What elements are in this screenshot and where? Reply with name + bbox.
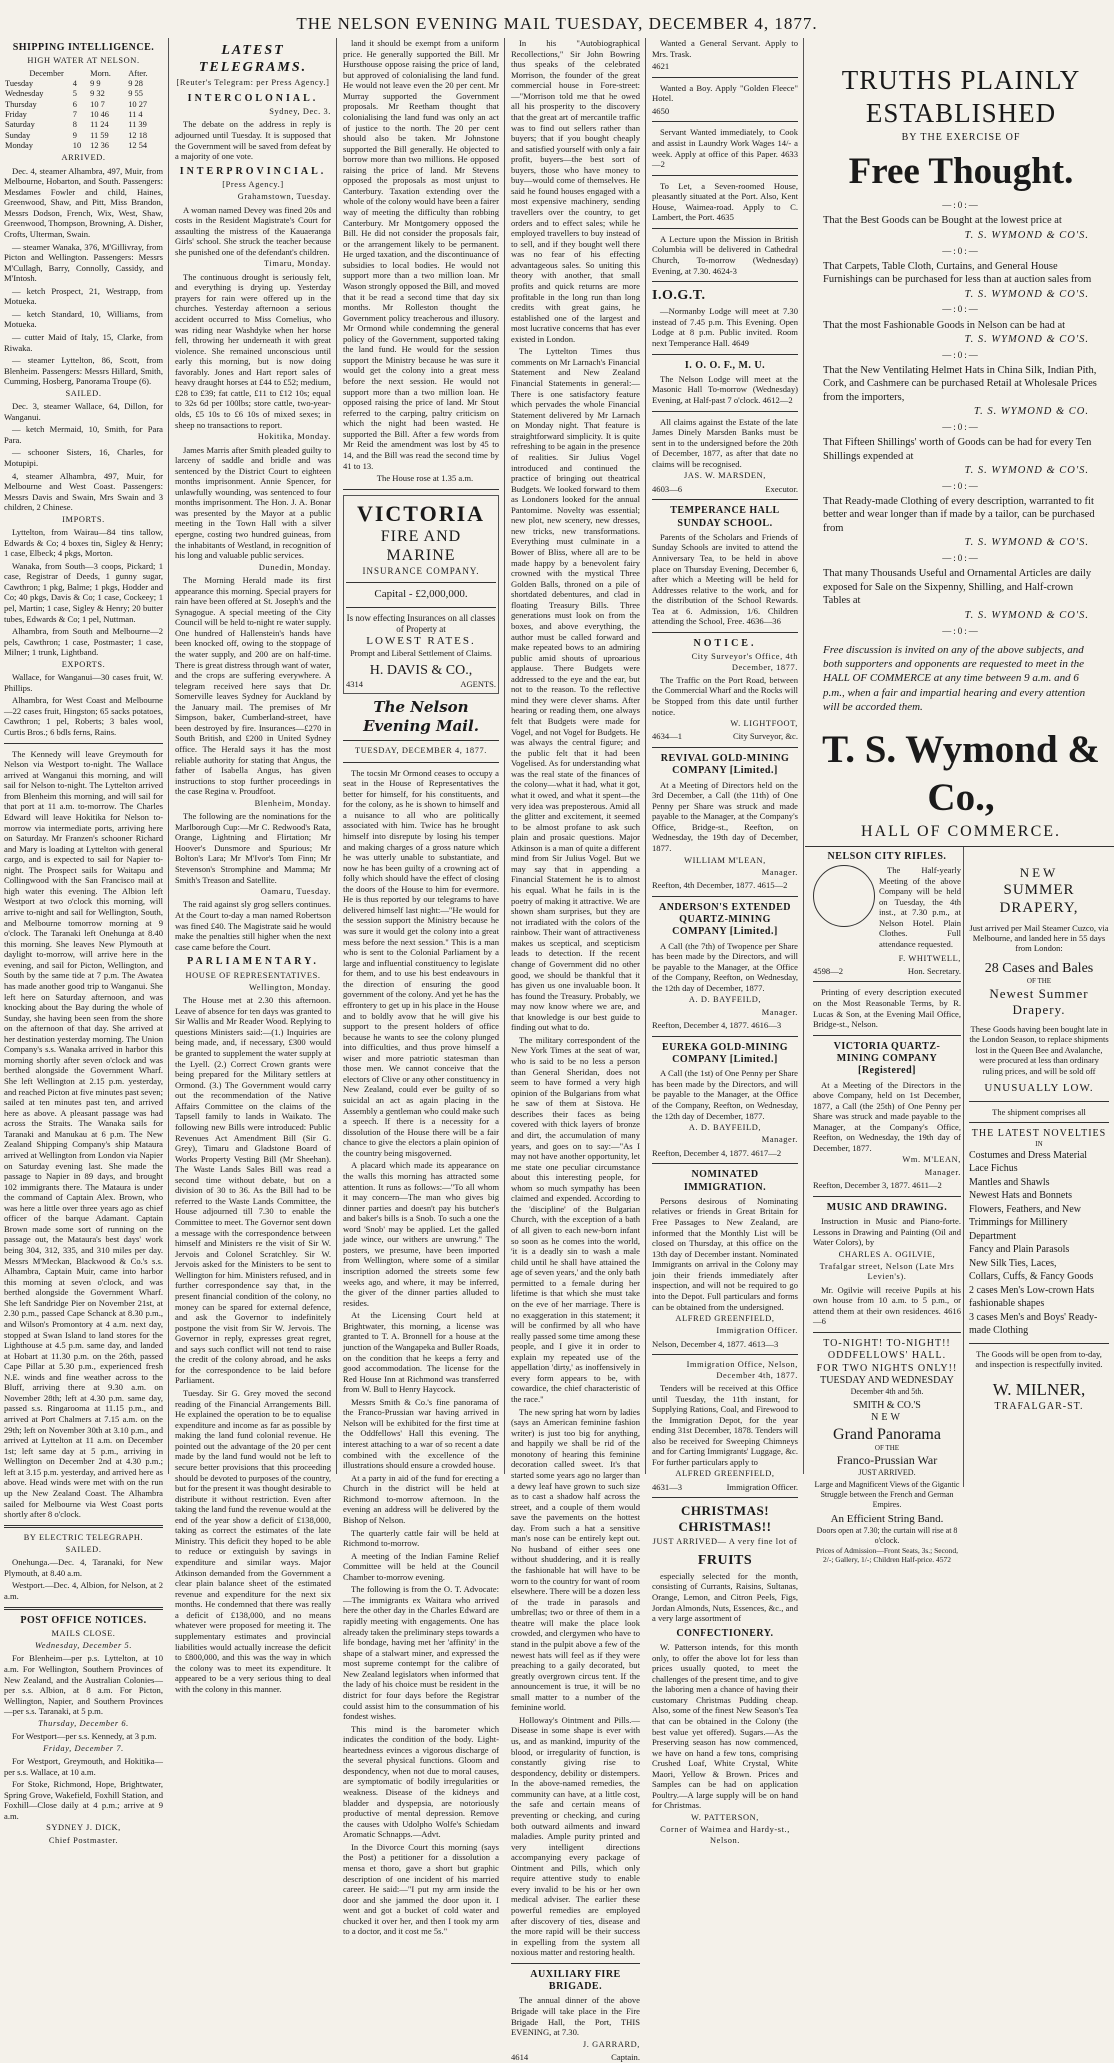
vq-sign: Wm. M'LEAN, [902, 1155, 961, 1165]
arrived-text: — steamer Wanaka, 376, M'Gillivray, from Picton and Wellington. Passengers: Messrs M'Cullagh, Barry, Connolly, Cassidy, and M'Intosh. [4, 241, 163, 284]
house-heading: HOUSE OF REPRESENTATIVES. [185, 970, 321, 980]
tender-sign: ALFRED GREENFIELD, [675, 1469, 775, 1479]
aux-fire-num: 4614 [511, 2051, 529, 2062]
dateline: Grahamstown, Tuesday. [237, 192, 331, 202]
truth-item: That the New Ventilating Helmet Hats in China Silk, Indian Pith, Cork, and Cashmere can be purchased Retail at Wholesale Prices from the importers, [823, 364, 1097, 403]
tide-col-header: December [29, 68, 64, 78]
aux-fire-sign-title: Captain. [611, 2051, 640, 2062]
news-text: In the Divorce Court this morning (says the Post) a petitioner for a dissolution a mensa et thoro, gave a short but graphic description of one incident of his married career. He said:—"I put my arm inside the door and she jammed the door upon it. I went and got a bucket of cold water and chucked it over her, and then I took my arm to a doctor, and it cost me 5s." [343, 1841, 499, 1937]
misc-text: The Lyttelton Times thus comments on Mr Larnach's Financial Statement and New Zealand Financial Statements in general:—There is one satisfactory feature which pervades the whole Financial Statement delivered by Mr Larnach on Monday night. That feature is straightforward simplicity. It is quite refreshing to be again in the presence of realities. Sir Julius Vogel introduced and continued the practice of bringing out theatrical Budgets. We looked forward to them as Londoners looked for the annual Pantomime. Novelty was essential; new plot, new scenery, new dresses, new tricks, new transformations. Everything must culminate in a Bower of Bliss, where all are to be made happy by a benevolent fairy crowned with the mystical Three Golden Balls, throned on a pile of shortdated debentures, and clad in floating Treasury Bills. Three generations must look on from the boxes, and above everything, the author must be called forward and make repeated bows to an admiring public amid shouts of uproarious applause. There Budgets were addressed to the eye and the ear, but not to the reason. To the reflective mind they were clever shams. After hearing or reading them, one always felt that Budgets were made for Vogel, and not Vogel for Budgets. He was always the central figure; and the public felt that it had been Vogelised. As for understanding what was the real state of the finances of the colony—what it had, what it got, what it owed, and what it spent—the very idea was preposterous. Amid all the glitter and excitement, it seemed to be almost profane to ask such plain and prosaic questions. Major Atkinson is a man of quite a different mind from Sir Julius Vogel. But we may say that in appending a Financial Statement he is to almost his equal. What he fails in is the poetry of making it attractive. We are shown sham surprises, but they are not irradiated with the colors of the rainbow. Their want of attractiveness makes us sceptical, and scepticism leads to detection. If the recent change of Government did no other good, we should be thankful that it has given us one invaluable boon. It has found the Treasury. Probably, we may now know where we are, and that knowledge is our best guide to finding out what to do. [511, 346, 640, 1033]
news-text: At a party in aid of the fund for erecting a Church in the district will be held at Richmond to-morrow afternoon. In the evening an address will be delivered by the Bishop of Nelson. [343, 1472, 499, 1525]
telegram-text: The following are the nominations for the Marlborough Cup:—Mr C. Redwood's Rata, Orange, Lightning and Flirtation; Mr Hoover's Dunsmore and Spurious; Mr Bolton's Lara; Mr M'Ivor's Tom Finn; Mr Stevenson's Stromphine and Mamma; Mr Smith's Treason and Satellite. [175, 811, 331, 885]
string-band: An Efficient String Band. [830, 1512, 944, 1525]
oddfellows-hall: ODDFELLOWS' HALL. [827, 1350, 947, 1362]
post-signature-title: Chief Postmaster. [48, 1835, 119, 1845]
aux-fire-text: The annual dinner of the above Brigade will take place in the Fire Brigade Hall, the Port, THIS EVENING, at 7.30. [511, 1995, 640, 2038]
dateline: Blenheim, Monday. [254, 798, 331, 808]
dateline: Oamaru, Tuesday. [260, 887, 331, 897]
claims-sign: JAS. W. MARSDEN, [684, 471, 766, 481]
imports-text: Wanaka, from South—3 coops, Pickard; 1 case, Registrar of Deeds, 1 gunny sugar, Cawthron; 1 pkg, Balme; 1 pkgs, Hodder and Co; 40 pkgs, Davis & Co; 1 case, Cockeey; 1 pel, Martin; 1 case, Sigley & Henry; 20 butter tubes, Edwards & Co; 1 pel, Nuttman. [4, 560, 163, 624]
of-the: OF THE [1026, 977, 1052, 986]
column-advertisements [647, 38, 803, 1845]
music-text: Mr. Ogilvie will receive Pupils at his own house from 10 a.m. to 5 p.m., or attend them at their own residences. 4616—6 [813, 1284, 961, 1327]
news-text: A meeting of the Indian Famine Relief Committee will be held at the Council Chamber to-morrow evening. [343, 1550, 499, 1582]
eureka-date: Reefton, December 4, 1877. 4617—2 [652, 1147, 782, 1158]
revival-sign: WILLIAM M'LEAN, [684, 855, 766, 865]
telegraph-heading: BY ELECTRIC TELEGRAPH. [23, 1532, 144, 1542]
rifles-heading: NELSON CITY RIFLES. [827, 850, 947, 862]
vq-date: Reefton, December 3, 1877. 4611—2 [813, 1180, 942, 1191]
drapery-line: Lace Fichus [969, 1163, 1018, 1175]
ad-title: FIRE AND MARINE [380, 527, 462, 565]
drapery-line: Mantles and Shawls [969, 1176, 1050, 1188]
drapery-line: Costumes and Dress Material [969, 1149, 1088, 1161]
ad-num: 4621 [652, 61, 670, 72]
truths-heading: TRUTHS PLAINLY ESTABLISHED [841, 65, 1081, 129]
telegram-text: The raid against sly grog sellers continues. At the Court to-day a man named Robertson was fined £40. The Magistrate said he would make the penalties still higher when the next case came before the Court. [175, 899, 331, 952]
classified-ad: Servant Wanted immediately, to Cook and assist in Laundry Work Wages 14/- a week. Apply at office of this Paper. 4633—2 [652, 127, 798, 170]
revival-text: At a Meeting of Directors held on the 3rd December, a Call (the 11th) of One Penny per Share was struck and made payable to the Manager, at the Company's Office, Bridge-st., Reefton, on Wednesday, the 19th day of December, 1877. [652, 779, 798, 853]
masthead: THE NELSON EVENING MAIL TUESDAY, DECEMBER 4, 1877. [296, 14, 818, 33]
wymond-line: T. S. WYMOND & CO'S. [964, 609, 1089, 621]
truth-item: That the Best Goods can be Bought at the lowest price at [823, 215, 1062, 227]
truth-item: That Carpets, Table Cloth, Curtains, and General House Furnishings can be purchased for less than at auction sales from [823, 260, 1092, 286]
panorama-date: December 4th and 5th. [850, 1387, 924, 1397]
truth-item: That Fifteen Shillings' worth of Goods can be had for every Ten Shillings expended at [823, 437, 1092, 462]
summer-drapery: SUMMER DRAPERY, [999, 881, 1079, 917]
telegram-text: James Marris after Smith pleaded guilty to larceny of saddle and bridle and was sentenced by the District Court to eighteen months imprisonment. Annie Spencer, for unlawfully wounding, was sentenced to four months imprisonment. The Hon. J. A. Bonar was presented by the Mayor at a public meeting in the Town Hall with a silver epergne, costing two hundred guineas, from the inhabitants of Westland, in recognition of his long and valuable public services. [175, 444, 331, 561]
exports-text: Wallace, for Wanganui—30 cases fruit, W. Phillips. [4, 672, 163, 693]
rifles-num: 4598—2 [813, 965, 844, 976]
editorial-text: The tocsin Mr Ormond ceases to occupy a seat in the House of Representatives the better for himself, for his constituents, and for the colony, as he is shown to himself and a nuisance to all who are politically associated with him. Twice has he brought himself into disrepute by losing his temper and making charges of a gross nature which he was utterly unable to substantiate, and now he has been guilty of a crowning act of folly which should have the effect of closing the doors of the House to him for evermore. He is thus reported by our telegrams to have delivered himself last night:—"He would for the session support the Ministry because he was sure it would get the colony into a great mess before the next session." This is a man who is sent to the Colonial Parliament by a large and influential constituency to legislate for them, and to use his best endeavours in the direction of ensuring the good government of the colony. And yet he has the effrontery to get up in his place in the House and to boldly avow that he will give his support to the present holders of office because he wants to see the colony plunged into difficulties, and thus prove himself a wiser and more patriotic statesman than those men. We cannot conceive that the electors of Clive or any other constituency in New Zealand, could ever be guilty of so suicidal an act as again placing in the Assembly a gentleman who could make such a speech. If there is a necessity for a dissolution of the House there will be a fair chance to give the electors a plain opinion of the country being misgoverned. [343, 767, 499, 1158]
news-text: Messrs Smith & Co.'s fine panorama of the Franco-Prussian war having arrived in Nelson will be exhibited for the first time at the Oddfellows' Hall this evening. The interest attaching to a war of so recent a date combined with the excellence of the illustrations should ensure a crowded house. [343, 1396, 499, 1471]
imports-text: Lyttelton, from Wairau—84 tins tallow, Edwards & Co; 4 boxes tin, Sigley & Henry; 1 case, Elbeck; 4 pkgs, Morton. [4, 527, 163, 559]
dateline: Sydney, Dec. 3. [269, 107, 331, 117]
post-text: For Westport, Greymouth, and Hokitika—per s.s. Wallace, at 10 a.m. [4, 1756, 163, 1777]
iogt-heading: I.O.G.T. [652, 288, 706, 304]
tide-col-header: After. [128, 68, 148, 78]
christmas-text: especially selected for the month, consisting of Currants, Raisins, Sultanas, Orange, Lemon, and Citron Peels, Figs, Jordan Almonds, Nuts, Essences, &c., and a very large assortment of [652, 1570, 798, 1624]
tide-row: Sunday 9 11 59 12 18 [5, 130, 148, 140]
drapery-line: 2 cases Men's Low-crown Hats fashionable shapes [969, 1284, 1095, 1310]
eureka-text: A Call (the 1st) of One Penny per Share has been made by the Directors, and will be payable to the Manager, at the Office of the Company, Reefton, on Wednesday, the 12th day of December, 1877. [652, 1068, 798, 1121]
trafalgar-st: TRAFALGAR-ST. [994, 1400, 1084, 1412]
interprovincial-heading: INTERPROVINCIAL. [179, 165, 327, 177]
misc-text: In his "Autobiographical Recollections," Sir John Bowring thus speaks of the celebrated Morrison, the founder of the great commercial house in Fore-street:—"Morrison told me that he owed all his prosperity to the discovery that the great art of mercantile traffic was to find out sellers rather than buyers; that if you bought cheaply and satisfied yourself with only a fair profit, buyers—the best sort of buyers, those who have money to buy—would come of themselves. He said he found houses engaged with a most expensive machinery, sending travellers over the country, to get orders and to effect sales; while he employed travellers to buy instead of to sell, and if they bought well there was no fear of his effecting advantageous sales. So uniting this theory with another, that small profits and quick returns are more profitable in the long run than long credits with great gains, he established one of the largest and most lucrative concerns that has ever existed in London. [511, 38, 640, 344]
music-address: Trafalgar street, Nelson (Late Mrs Levien's). [819, 1262, 955, 1282]
anderson-heading: ANDERSON'S EXTENDED QUARTZ-MINING COMPANY [Limited.] [658, 901, 792, 938]
mails-heading: MAILS CLOSE. [51, 1628, 116, 1638]
nominated-sign-title: Immigration Officer. [716, 1326, 798, 1336]
post-text: For Westport—per s.s. Kennedy, at 3 p.m. [12, 1731, 157, 1742]
nominated-sign: ALFRED GREENFIELD, [675, 1314, 775, 1324]
aux-fire-sign: J. GARRARD, [582, 2039, 640, 2049]
exports-heading: EXPORTS. [61, 659, 106, 669]
agency-line: [Reuter's Telegram: per Press Agency.] [176, 78, 330, 88]
tide-row: Monday 10 12 36 12 54 [5, 140, 148, 150]
telegram-text: The continuous drought is seriously felt, and everything is drying up. Yesterday prayers for rain were offered up in the churches. Yesterday afternoon a serious accident occurred to Miss Cornelius, who was riding near Washdyke when her horse fell, throwing her underneath it with great violence. She remained unconscious until early this morning, but is now doing favorably. Jones and Hart report sales of heavy draught horses at £44 to £52; medium, £28 to £39; fat cattle, £11 to £12 10s; equal to 32s 6d per 100lbs; store cattle, two-year-olds, £5 10s to £6 10s of mixed sexes; in sheep no transactions to report. [175, 271, 331, 430]
press-line: [Press Agency.] [222, 179, 284, 189]
tender-date: Immigration Office, Nelson, December 4th, 1877. [686, 1360, 798, 1380]
drapery-line: Flowers, Feathers, and New Trimmings for Millinery Department [969, 1203, 1081, 1242]
milner: W. MILNER, [992, 1379, 1086, 1399]
truths-list: —:0:— That the Best Goods can be Bought at the lowest price at T. S. WYMOND & CO'S. —:0:— That Carpets, Table Cloth, Curtains, and General House Furnishings can be purchased for less than at auction sales from T. S. WYMOND & CO'S. —:0:— That the most Fashionable Goods in Nelson can be had at T. S. WYMOND & CO'S. —:0:— That the New Ventilating Helmet Hats in China Silk, Indian Pith, Cork, and Cashmere can be purchased Retail at Wholesale Prices from the importers, T. S. WYMOND & CO. —:0:— That Fifteen Shillings' worth of Goods can be had for every Ten Shillings expended at T. S. WYMOND & CO'S. —:0:— That Ready-made Clothing of every description, warranted to fit better and wear longer than if made by a tailor, can be purchased from T. S. WYMOND & CO'S. —:0:— That many Thousands Useful and Ornamental Articles are daily exposed for Sale on the Sixpenny, Shilling, and Half-crown Tables at T. S. WYMOND & CO'S. —:0:— [813, 200, 1109, 636]
vq-text: At a Meeting of the Directors in the above Company, held on 1st December, 1877, a Call (the 25th) of One Penny per Share was struck and made payable to the Manager, at the Company's Office, Reefton, on Wednesday, the 19th day of December, 1877. [813, 1079, 961, 1153]
arrived-text: — ketch Standard, 10, Williams, from Motueka. [4, 308, 163, 330]
column-wymond [805, 38, 1114, 1565]
by-exercise: BY THE EXERCISE OF [901, 132, 1021, 144]
news-text: A placard which made its appearance on the walls this morning has attracted some attention. It runs as follows:—"To all whom it may concern—The man who gives big dinner parties and doesn't pay his butcher's and baker's bills is a Snob. To such a one the word 'Snob' may be applied. Let the galled jade wince, our withers are unwrung." The posters, we presume, have been imported from Wellington, where some of a similar inscription adorned the streets some few weeks ago, and where, it may be inferred, the giver of the dinner parties alluded to resides. [343, 1160, 499, 1308]
ad-text: Is now effecting Insurances on all classes of Property at [346, 612, 496, 634]
revival-heading: REVIVAL GOLD-MINING COMPANY [Limited.] [660, 753, 790, 777]
post-text: For Blenheim—per p.s. Lyttelton, at 10 a.m. For Wellington, Southern Provinces of New Zealand, and the Australian Colonies—per s.s. Albion, at 8 a.m. For Picton, Wellington, Napier, and Southern Provinces—per s.s. Taranaki, at 5 p.m. [4, 1653, 163, 1717]
tide-row: Thursday 6 10 7 10 27 [5, 99, 148, 109]
rifles-sign: F. WHITWELL, [898, 953, 961, 963]
left-subcolumn [813, 847, 961, 1565]
revival-date: Reefton, 4th December, 1877. 4615—2 [652, 880, 788, 891]
house-rose: The House rose at 1.35 a.m. [376, 473, 474, 484]
post-heading: POST OFFICE NOTICES. [20, 1614, 147, 1626]
just-arrived: JUST ARRIVED. [858, 1467, 916, 1477]
telegrams-heading: LATEST TELEGRAMS. [198, 43, 308, 76]
music-text: Instruction in Music and Piano-forte. Lessons in Drawing and Painting (Oil and Water Colors), by [813, 1215, 961, 1248]
tender-num: 4631—3 [652, 1481, 683, 1492]
column-rule [803, 38, 804, 1474]
eureka-sign: A. D. BAYFEILD, [688, 1123, 762, 1133]
column-rule [504, 38, 505, 1474]
vq-heading: VICTORIA QUARTZ-MINING COMPANY [Registered] [833, 1040, 941, 1077]
column-rule [336, 38, 337, 1474]
parliament-continued: land it should be exempt from a uniform price. He generally supported the Bill. Mr Hursthouse oppose raising the price of land, but approved of colonialising the land fund. He would not leave even the 20 per cent. Mr Murray supported the Government proposals. Mr Reetham thought that colonialising the land fund was only an act of justice to the north. The 20 per cent should also be taken. Mr Johnstone supported the Bill generally. He objected to borrow more than two millions. He opposed raising the price of land. Mr Stevens opposed the proposals as most unjust to Canterbury. Taxation extending over the whole of the colony would have been a fairer way of meeting the difficulty than robbing Canterbury. Mr Montgomery opposed the Bill. He did not consider the proposals fair, or the arrangement likely to be permanent. He urged taxation, and the discontinuance of subsidies to local bodies. He would not support more than a two million loan. Mr Wason strongly opposed the Bill, and moved that it be read a second time that day six months. Mr Rolleston thought the Government policy treacherous and illusory. Mr Ormond while condemning the general policy of the Government, supported taking the land fund. He would for the session support the Ministry because he was sure it would get the colony into a great mess before the next session. He would not support more than a two million loan. He opposed raising the price of land. Mr Stout referred to the carping, paltry criticism on which the night had been wasted. He supported the Bill. After a few words from Mr Reid the amendment was lost by 45 to 14, and the Bill was read the second time by 41 to 13. [343, 38, 499, 471]
revival-sign-title: Manager. [761, 867, 798, 877]
discussion-text: Free discussion is invited on any of the above subjects, and both supporters and opponents are requested to meet in the HALL OF COMMERCE at any time between 9 a.m. and 6 p.m., when a fair and impartial hearing and every attention will be accorded them. [823, 643, 1086, 713]
ioof-text: The Nelson Lodge will meet at the Masonic Hall To-morrow (Wednesday) Evening, at Half-past 7 o'clock. 4612—2 [652, 373, 798, 406]
temperance-text: Parents of the Scholars and Friends of Sunday Schools are invited to attend the Anniversary Tea, to be held in above place on Thursday Evening, December 6, after which a Meeting will be held for Addresses relative to the work, and for the distribution of the School Rewards. Tea at 6. Admission, 1/6. Children attending the School, Free. 4636—36 [652, 531, 798, 627]
wymond-line: T. S. WYMOND & CO'S. [964, 333, 1089, 345]
eureka-heading: EUREKA GOLD-MINING COMPANY [Limited.] [662, 1041, 788, 1065]
classified-ad: To Let, a Seven-roomed House, pleasantly situated at the Port. Also, Kent House, Waimea-road. Apply to C. Lambert, the Port. 4635 [652, 180, 798, 223]
shipping-heading: SHIPPING INTELLIGENCE. [12, 42, 155, 53]
tender-text: Tenders will be received at this Office until Tuesday, the 11th instant, for Supplying Rations, Coal, and Firewood to the Immigration Depot, for the year ending 31st December, 1878. Tenders will also be received for Sweeping Chimneys and for Carting Immigrants' Luggage, &c. For further particulars apply to [652, 1382, 798, 1467]
nominated-date: Nelson, December 4, 1877. 4613—3 [652, 1338, 779, 1349]
telegraph-sub: SAILED. [65, 1544, 102, 1554]
right-subcolumn [969, 847, 1109, 1413]
christmas-address: Corner of Waimea and Hardy-st., Nelson. [660, 1825, 790, 1845]
telegram-text: The debate on the address in reply is adjourned until Tuesday. It is supposed that the Government will be saved from defeat by a majority of one vote. [175, 119, 331, 162]
tide-table [4, 69, 163, 152]
claims-text: All claims against the Estate of the late James Dinely Marsden Banks must be sent in to the undersigned before the 20th of December, 1877, as after that date no claims will be recognised. [652, 416, 798, 469]
tonight: TO-NIGHT! TO-NIGHT!! [823, 1337, 951, 1349]
column-miscellany [506, 38, 645, 2062]
column-editorial [338, 38, 504, 1937]
sailed-heading: SAILED. [65, 388, 102, 398]
dateline: Dunedin, Monday. [258, 562, 331, 572]
christmas-sub: JUST ARRIVED— A very fine lot of [652, 1537, 798, 1547]
claims-num: 4603—6 [652, 483, 683, 494]
anderson-text: A Call (the 7th) of Twopence per Share has been made by the Directors, and will be payable to the Manager, at the Office of the Company, Reefton, on Wednesday, the 12th day of December, 1877. [652, 940, 798, 993]
wymond-line: T. S. WYMOND & CO. [974, 406, 1089, 418]
telegraph-text: Onehunga.—Dec. 4, Taranaki, for New Plymouth, at 8.40 a.m. [4, 1557, 163, 1578]
rifles-crest-icon [813, 865, 875, 927]
drapery-line: New Silk Ties, Laces, [969, 1257, 1057, 1269]
anderson-sign-title: Manager. [761, 1007, 798, 1017]
column-rule [645, 38, 646, 1474]
franco-prussian: Franco-Prussian War [836, 1452, 938, 1467]
in-label: IN [1035, 1140, 1043, 1149]
notice-heading: NOTICE. [693, 637, 757, 649]
classified-ad: Wanted a Boy. Apply "Golden Fleece" Hotel. [652, 82, 798, 104]
paper-title: The Nelson Evening Mail. [363, 698, 479, 735]
tide-row: Saturday 8 11 24 11 39 [5, 120, 147, 130]
arrived-text: Just arrived per Mail Steamer Cuzco, via Melbourne, and landed here in 55 days from London: [969, 922, 1109, 954]
ad-title: VICTORIA [356, 500, 486, 526]
telegram-text: The Morning Herald made its first appearance this morning. Special prayers for rain have been offered at St. Joseph's and the Synagogue. A special meeting of the City Council will be held to-night re water supply. One hundred of Hallenstein's hands have been knocked off, owing to the stoppage of the water supply, and 200 are on half-time. There is great distress through want of water, and the crops are suffering everywhere. A telegram received here says that Dr. Somerville leaves Sydney for Auckland by the January mail. The premises of Mr Simpson, baker, Cumberland-street, have been destroyed by fire. Insurances—£270 in South British, and £200 in United Sydney office. The Herald says it has the most reliable authority for stating that Angus, the father of Isabella Angus, has given instructions to stop further proceedings in the case Regina v. Proudfoot. [175, 575, 332, 797]
truth-item: That many Thousands Useful and Ornamental Articles are daily exposed for Sale on the Sixpenny, Shilling, and Half-crown Tables at [823, 568, 1092, 607]
dateline: Timaru, Monday. [263, 259, 331, 269]
ad-capital: Capital - £2,000,000. [374, 588, 468, 601]
bought-text: These Goods having been bought late in the London Season, to replace shipments lost in the Queen Bee and Avalanche, were procured at less than ordinary ruling prices, and will be sold off [969, 1023, 1109, 1076]
ad-agent: H. DAVIS & CO., [369, 662, 473, 678]
notice-text: The Traffic on the Port Road, between the Commercial Wharf and the Rocks will be Stopped from this date until further notice. [652, 674, 798, 717]
vq-sign-title: Manager. [924, 1167, 961, 1177]
parliamentary-heading: PARLIAMENTARY. [187, 956, 319, 968]
ioof-heading: I. O. O. F., M. U. [684, 359, 766, 371]
aux-fire-heading: AUXILIARY FIRE BRIGADE. [530, 1968, 621, 1993]
exports-text: Alhambra, for West Coast and Melbourne—22 cases fruit, Hingston; 65 sacks potatoes, Cawthron; 1 pel, Roberts; 3 bales wool, Curtis Bros.; 6 bdls ferns, Rains. [4, 695, 163, 737]
truth-item: That Ready-made Clothing of every description, warranted to fit better and wear longer than if made by a tailor, can be purchased from [823, 496, 1095, 534]
cases-bales: 28 Cases and Bales [984, 960, 1094, 976]
sailed-text: 4, steamer Alhambra, 497, Muir, for Melbourne and West Coast. Passengers: Messrs Davis and Swain, Mrs Swain and 3 children, 2 Chinese. [4, 470, 163, 513]
news-text: The following is from the O. T. Advocate:—The immigrants ex Waitara who arrived here the other day in the Charles Edward are rapidly meeting with engagements. One has already taken the preliminary steps towards a life bondage, having met her 'affinity' in the shape of a stalwart miner, and expressed the most supreme contempt for the calibre of New Zealand legislators when informed that the lady of his choice must be resident in the district for four days before the Registrar could assist him to the consummation of his fondest wishes. [343, 1584, 499, 1722]
notice-sign: W. LIGHTFOOT, [730, 719, 798, 729]
column-shipping [0, 38, 168, 1845]
printing-text: Printing of every description executed on the Most Reasonable Terms, by R. Lucas & Son, at the Evening Mail Office, Bridge-st., Nelson. [813, 987, 961, 1030]
ad-title: INSURANCE COMPANY. [362, 566, 480, 577]
arrived-heading: ARRIVED. [61, 153, 106, 163]
ad-num: 4314 [346, 678, 363, 689]
christmas-heading: CHRISTMAS! CHRISTMAS!! [678, 1503, 772, 1535]
ad-prompt: Prompt and Liberal Settlement of Claims. [349, 648, 493, 659]
iogt-text: —Normanby Lodge will meet at 7.30 instead of 7.45 p.m. This Evening. Open Lodge at 8 p.m. Public invited. Room next Temperance Hall. 4649 [652, 306, 798, 349]
wymond-line: T. S. WYMOND & CO'S. [964, 288, 1089, 300]
arrived-text: — cutter Maid of Italy, 15, Clarke, from Riwaka. [4, 332, 163, 353]
post-signature: SYDNEY J. DICK, [46, 1823, 121, 1833]
newest-drapery: Newest Summer Drapery. [989, 985, 1089, 1017]
nominated-text: Persons desirous of Nominating relatives or friends in Great Britain for Free Passages to New Zealand, are informed that the Monthly List will be closed on Thursday, at this office on the 13th day of December instant. Nominated Immigrants on arrival in the Colony may join their friends immediately after inspection, and will not be required to go into the Depot. Full particulars and forms can be obtained from the undersigned. [652, 1195, 798, 1312]
drapery-line: Collars, Cuffs, & Fancy Goods [969, 1271, 1094, 1283]
column-telegrams [170, 38, 336, 1694]
open-text: The Goods will be open from to-day, and inspection is respectfully invited. [975, 1348, 1103, 1370]
post-day: Thursday, December 6. [38, 1718, 129, 1728]
tide-row: Friday 7 10 46 11 4 [5, 109, 143, 119]
unusually-low: UNUSUALLY LOW. [984, 1081, 1094, 1094]
imports-text: Alhambra, from South and Melbourne—2 pels, Cawthron; 1 case, Postmaster; 1 case, Milner; 1 trunk, Lightband. [4, 626, 163, 658]
notice-date: City Surveyor's Office, 4th December, 1877. [691, 652, 798, 672]
anderson-sign: A. D. BAYFEILD, [688, 995, 762, 1005]
imports-heading: IMPORTS. [62, 514, 105, 524]
classified-ad: A Lecture upon the Mission in British Columbia will be delivered in Cathedral Church, To-morrow (Wednesday) Evening, at 7.30. 4624-3 [652, 233, 798, 276]
music-heading: MUSIC AND DRAWING. [826, 1201, 948, 1213]
dateline: Hokitika, Monday. [257, 432, 331, 442]
wymond-line: T. S. WYMOND & CO'S. [964, 229, 1089, 241]
christmas-confectionery: CONFECTIONERY. [676, 1627, 774, 1639]
panorama-views: Large and Magnificent Views of the Gigantic Struggle between the French and German Empires. [814, 1480, 960, 1510]
temperance-heading: TEMPERANCE HALL SUNDAY SCHOOL. [670, 505, 780, 529]
doors-open: Doors open at 7.30; the curtain will rise at 8 o'clock. [816, 1526, 958, 1546]
free-thought: Free Thought. [848, 150, 1074, 192]
sailed-text: Dec. 3, steamer Wallace, 64, Dillon, for Wanganui. [4, 401, 163, 422]
christmas-sign: W. PATTERSON, [691, 1813, 759, 1822]
two-nights: FOR TWO NIGHTS ONLY!! [816, 1362, 958, 1374]
news-text: At the Licensing Court held at Brightwater, this morning, a license was granted to T. A. Bronnell for a house at the junction of the Wangapeka and Buller Roads, on the condition that he keeps a ferry and good accommodation. The license for the Red House Inn at Richmond was transferred from W. Bull to Henry Haycock. [343, 1310, 499, 1395]
nominated-heading: NOMINATED IMMIGRATION. [683, 1169, 767, 1193]
rifles-sign-title: Hon. Secretary. [907, 965, 961, 976]
smith-co: SMITH & CO.'S [853, 1399, 921, 1411]
ad-agent-label: AGENTS. [460, 678, 496, 689]
wymond-company: T. S. Wymond & Co., [822, 728, 1100, 820]
of-the: OF THE [874, 1444, 900, 1453]
paper-date: TUESDAY, DECEMBER 4, 1877. [355, 746, 487, 756]
telegram-text: A woman named Devey was fined 20s and costs in the Resident Magistrate's Court for assaulting the mistress of the Kauaeranga Girls' school. She struck the teacher because she punished one of the defendant's children. [175, 204, 331, 257]
ad-num: 4650 [652, 105, 670, 116]
shipment-text: The shipment comprises all [992, 1106, 1086, 1117]
music-sign: CHARLES A. OGILVIE, [838, 1249, 936, 1259]
classified-ad: Wanted a General Servant. Apply to Mrs. Trask. [652, 38, 798, 59]
wymond-line: T. S. WYMOND & CO'S. [964, 537, 1089, 549]
claims-sign-title: Executor. [765, 483, 798, 494]
tide-col-header: Morn. [90, 68, 111, 78]
dateline: Wellington, Monday. [248, 982, 331, 992]
post-text: For Stoke, Richmond, Hope, Brightwater, Spring Grove, Wakefield, Foxhill Station, and Foxhill—Close daily at 4 p.m.; arrive at 9 a.m. [4, 1779, 163, 1821]
latest-novelties: THE LATEST NOVELTIES [971, 1127, 1107, 1139]
rifles-text: The Half-yearly Meeting of the above Company will be held on Tuesday, the 4th inst., at 7.30 p.m., at Nelson Hotel. Plain Clothes. Full attendance requested. [879, 865, 961, 949]
tide-row: Tuesday 4 9 9 9 28 [5, 78, 143, 88]
notice-num: 4634—1 [652, 731, 683, 742]
column-rule [168, 38, 169, 1474]
parliament-text: Tuesday. Sir G. Grey moved the second reading of the Financial Arrangements Bill. He explained the operation to be to equalise expenditure and income as far as possible by making the land fund colonial revenue. He pointed out the advantage of the 20 per cent made by the land fund would not be left to secure better provisions that this proceeding should be devoted to purposes of the country, but for the present it was thought desirable to distribute it without restriction. Even after taking the land fund the revenue would at the end of the year show a deficit of £138,000, taking as correct the estimates of the late Ministry. This deficit they hoped to be able to reduce or extinguish by savings in expenditure and similar ways. Major Atkinson demanded from the Government a clear plain balance sheet of the estimated revenue and expenditure for the next six months. He condemned that there was really a deficit of £138,000, and no means whatever were proposed for meeting it. The supplementary estimates and provincial liabilities would actually increase the deficit to £800,000, and this was the way in which the colony was to meet its expenditure. It appeared to be a very serious thing to deal with the colony in this manner. [175, 1388, 332, 1694]
tide-heading: HIGH WATER AT NELSON. [27, 56, 140, 66]
intercolonial-heading: INTERCOLONIAL. [187, 92, 319, 104]
parliament-text: The House met at 2.30 this afternoon. Leave of absence for ten days was granted to Sir Wallis and Mr Reader Wood. Replying to questions Ministers said:—(1.) Inquiries are being made, and, if necessary, £300 would be granted to supplement the water supply at the Lyell. (2.) Correct Crown grants were being prepared for the Military settlers at Ormond. (3.) The Government would carry out the recommendation of the Native Affairs Committee on the claims of the Tapsell family to lands in Waikato. The following new Bills were introduced: Public Revenues Act Amendment Bill (Sir G. Grey), Timaru and Gladstone Board of Works Property Vesting Bill (Mr Sheehan). The Waste Lands Sales Bill was read a second time without debate, but on a division of 30 to 36. As the Bill had to be referred to the Waste Lands Committee, the House adjourned till 7.30 to enable the Committee to meet. The Governor sent down a message with the correspondence between himself and Ministers re the visit of Sir W. Jervois and Colonel Scratchley. Sir W. Jervois asked for the Ministers to be sent to Wellington for him. Ministers refused, and in further correspondence say that, in the present financial condition of the colony, no money can be spared for external defence, and ask the Governor to indefinitely postpone the visit from Sir W. Jervois. The Governor in reply, expresses great regret, and says such conflict will not tend to raise the credit of the colony abroad, and he asks for the correspondence to be laid before Parliament. [175, 995, 331, 1386]
notice-sign-title: City Surveyor, &c. [732, 731, 798, 742]
christmas-fruits: FRUITS [697, 1552, 753, 1568]
new-label: NEW [1019, 864, 1059, 880]
arrived-text: Dec. 4, steamer Alhambra, 497, Muir, from Melbourne, Hobarton, and South. Passengers: Mesdames Fowler and child, Haines, Greenwood, Shaw, and Pitt, Miss Brandon, Messrs Dodson, French, Wix, West, Shaw, Greenwood, Thompson, Browning, A. Disher, Crofts, Ulterman, Swain. [4, 165, 163, 239]
wymond-line: T. S. WYMOND & CO'S. [964, 465, 1089, 477]
misc-text: The military correspondent of the New York Times at the seat of war, who is said to be no less a person than General Sheridan, does not seem to have formed a very high opinion of the Bulgarians from what he saw of them at Sistova. He describes their faces as being covered with thick layers of bronze and dirt, the accumulation of many years, and goes on to say:—"As I may not have another opportunity, let me state one peculiar circumstance about this interesting people, for whom so much sympathy has been claimed and expended. According to the 'discipline' of the Bulgarian Church, with the exception of a bath of all given to each new-born infant so soon as he comes into the world, 'it is a deadly sin to wash a male child until he shall have attained the age of seven years,' and the only bath permitted to a female during her lifetime is that which she must take on the eve of her marriage. There is no exaggeration in this statement; it will be confirmed by all who have really passed some time among these people, and I give it in order to explain my repeated use of the appellation 'dirty,' as inoffensively in every form appears to be, with cowardice, the chief characteristic of the race." [511, 1034, 640, 1404]
eureka-sign-title: Manager. [761, 1135, 798, 1145]
drapery-line: Newest Hats and Bonnets [969, 1190, 1073, 1202]
tide-row: Wednesday 5 9 32 9 55 [5, 89, 143, 99]
misc-text: Holloway's Ointment and Pills.—Disease in some shape is ever with us, and as mankind, impurity of the blood, or irregularity of function, is constantly giving rise to despondency, debility or distempers. In the above-named remedies, the community can have, at a little cost, the safe and certain means of preventing or checking, and curing both outward ailments and inward maladies. Ample purity printed and very intelligent directions accompanying every package of Ointment and Pills, which only require attentive study to enable every invalid to be his or her own medical adviser. The earlier these powerful remedies are employed after discovery of ties, disease and the more rapid will be their success in expelling from the system all noxious matter and restoring health. [511, 1714, 640, 1958]
sailed-text: — schooner Sisters, 16, Charles, for Motupipi. [4, 447, 163, 468]
tuesday-wednesday: TUESDAY AND WEDNESDAY [820, 1374, 954, 1386]
misc-text: The new spring hat worn by ladies (says an American feminine fashion writer) is just too big for anything, and happily we shall be rid of the monotony of hearing this feminine decoration called sweet. It's that started some years ago no larger than a dewy leaf have grown to such size as to cast a shadow half across the street, and a couple of them would save the pavements on the hottest day. From such a hat a sensitive man's nose can be entirely kept out. No husband of either sees one without shuddering, and it is really the fashionable hat will have to be worn to the country for want of room elsewhere. There will be a dozen less of the trade in parasols and umbrellas; two or three of them in a theatre will make the place look crowded, and clergymen who have to stand in the pulpit above a few of the newest hats will feel as if they were preaching to a gaily decorated, but greatly overgrown circus tent. If the announcement is true, it will be no small matter to a number of the feminine world. [511, 1406, 640, 1713]
shipping-news: The Kennedy will leave Greymouth for Nelson via Westport to-night. The Wallace arrived at Wanganui this morning, and will sail for Nelson to-night. The Lyttelton arrived from Blenheim this morning, and will sail for that port at 11 a.m. to-morrow. The Charles Edward will leave Hokitika for Nelson to-morrow via intermediate ports, arriving here on Saturday. Mr Franzen's schooner Richard and Mary is loading at Lyttelton with general cargo, and is expected to sail for Napier to-night. The Prospect sails for Waitapu and Collingwood with the San Francisco mail at high water this evening. The Albion left Westport at two o'clock this morning, will arrive to-night and sail for Wellington, South, and Melbourne tomorrow morning at 9 o'clock. The Taranaki left Onehunga at 8.40 this morning. She leaves New Plymouth at daylight to-morrow, will arrive here in the evening, and sail for Picton, Wellington, and South by the same tide at 7 p.m. The Awatea has made another good trip to Wanganui. She left here on Saturday afternoon, and was knocking about the Bay during the whole of Sunday, she having been seen from the shore on the afternoon of that day. She arrived at her destination yesterday morning. The Union Company's s.s. Wanaka arrived in harbor this morning shortly after seven o'clock and was berthed alongside the Government Wharf. She left Wellington at 2.15 p.m. yesterday, and reached Picton at five minutes past seven; sailed at ten minutes past ten, and arrived here as above. A pleasant passage was had across the Straits. The Wanaka sails for Taranaki and Manukau at 6 p.m. The New Zealand Shipping Company's ship Mataura arrived at Wellington from London via Napier on Saturday evening last. She made the passage to Napier in 89 days, and brought 102 immigrants there. The Mataura is under the command of Captain Alex. Brown, who was here a little over three years ago as chief officer of the barque Adamant. Captain Brown made some sort of running on the passage out, the Mataura's best days' work being 304, 312, 335, and 310 miles per day. Messrs M'Meckan, Blackwood & Co.'s s.s. Alhambra, Captain Muir, came into harbor this morning at seven o'clock, and was berthed alongside the Government Wharf. She left Sandridge Pier on November 21st, at 2.30 p.m., passed Cape Schanck at 8.30 p.m., and Wilson's Promontory at 4 a.m. next day, stopped at Swan Island to land stores for the Lighthouse at 4.5 p.m. same day, and landed at Hobart at 11.30 p.m. on the 26th, passed Cape Pillar at 5.30 p.m., experienced fresh N.E. winds and fine weather across to the Bluff, arriving there at 9.30 a.m. on November 28th; left at 4.30 p.m. same day, passed s.s. Ringarooma at 11.15 p.m., and arrived at Port Chalmers at 7.15 a.m. on the 29th; left on November 30th at 3.10 p.m., and arrived at Lyttelton at 11 a.m. on December 1st; left same day at 5 p.m., arriving in Wellington on December 2nd at 4.30 p.m.; left at 3.15 p.m. yesterday, and arrived here as above. Head winds were met with on the run up the New Zealand Coast. The Alhambra sailed for Melbourne via West Coast ports shortly after 8 o'clock. [4, 748, 163, 1520]
truth-item: That the most Fashionable Goods in Nelson can be had at [823, 319, 1066, 331]
victoria-insurance-ad [343, 495, 499, 695]
arrived-text: — ketch Prospect, 21, Westrapp, from Motueka. [4, 285, 163, 307]
sailed-text: — ketch Mermaid, 10, Smith, for Para Para. [4, 424, 163, 445]
anderson-date: Reefton, December 4, 1877. 4616—3 [652, 1020, 782, 1031]
christmas-text: W. Patterson intends, for this month only, to offer the above lot for less than prices usually quoted, to meet the challenges of the present time, and to give the laboring men a chance of having their customary Christmas Pudding cheap. Also, some of the finest New Season's Tea that can be obtained in the Colony (the best value yet offered). Sugars.—As the Preserving season has now commenced, we have on hand a few tons, comprising Crushed Loaf, White Crystal, White Maori, Yellow & Brown. Prices and Samples can be had on application Poultry.—A large supply will be on hand for Christmas. [652, 1642, 798, 1811]
drapery-line: 3 cases Men's and Boys' Ready-made Clothing [969, 1311, 1098, 1337]
panorama-new: NEW [871, 1412, 903, 1424]
post-day: Friday, December 7. [43, 1743, 124, 1753]
tender-sign-title: Immigration Officer. [726, 1481, 798, 1492]
post-day: Wednesday, December 5. [34, 1641, 133, 1651]
news-text: The quarterly cattle fair will be held at Richmond to-morrow. [343, 1527, 499, 1549]
ad-rates: LOWEST RATES. [366, 634, 476, 647]
hall-of-commerce: HALL OF COMMERCE. [860, 823, 1062, 841]
drapery-line: Fancy and Plain Parasols [969, 1244, 1070, 1256]
arrived-text: — steamer Lyttelton, 86, Scott, from Blenheim. Passengers: Messrs Hillard, Smith, Cumming, Hosberg, Panorama Troupe (6). [4, 355, 163, 387]
telegraph-text: Westport.—Dec. 4, Albion, for Nelson, at 2 a.m. [4, 1580, 163, 1601]
admission-prices: Prices of Admission—Front Seats, 3s.; Second, 2/-; Gallery, 1/-; Children Half-price. 4572 [815, 1546, 959, 1565]
grand-panorama: Grand Panorama [833, 1425, 941, 1443]
news-text: This mind is the barometer which indicates the condition of the body. Light-heartedness evinces a vigorous discharge of the several physical functions. Gloom and despondency, when not due to moral causes, are symptomatic of bodily irregularities or weakness. Disease of the kidneys and bladder and dyspepsia, are notoriously productive of mental depression. Remove the causes with Udolpho Wolfe's Schiedam Aromatic Schnapps.—Advt. [343, 1723, 499, 1840]
